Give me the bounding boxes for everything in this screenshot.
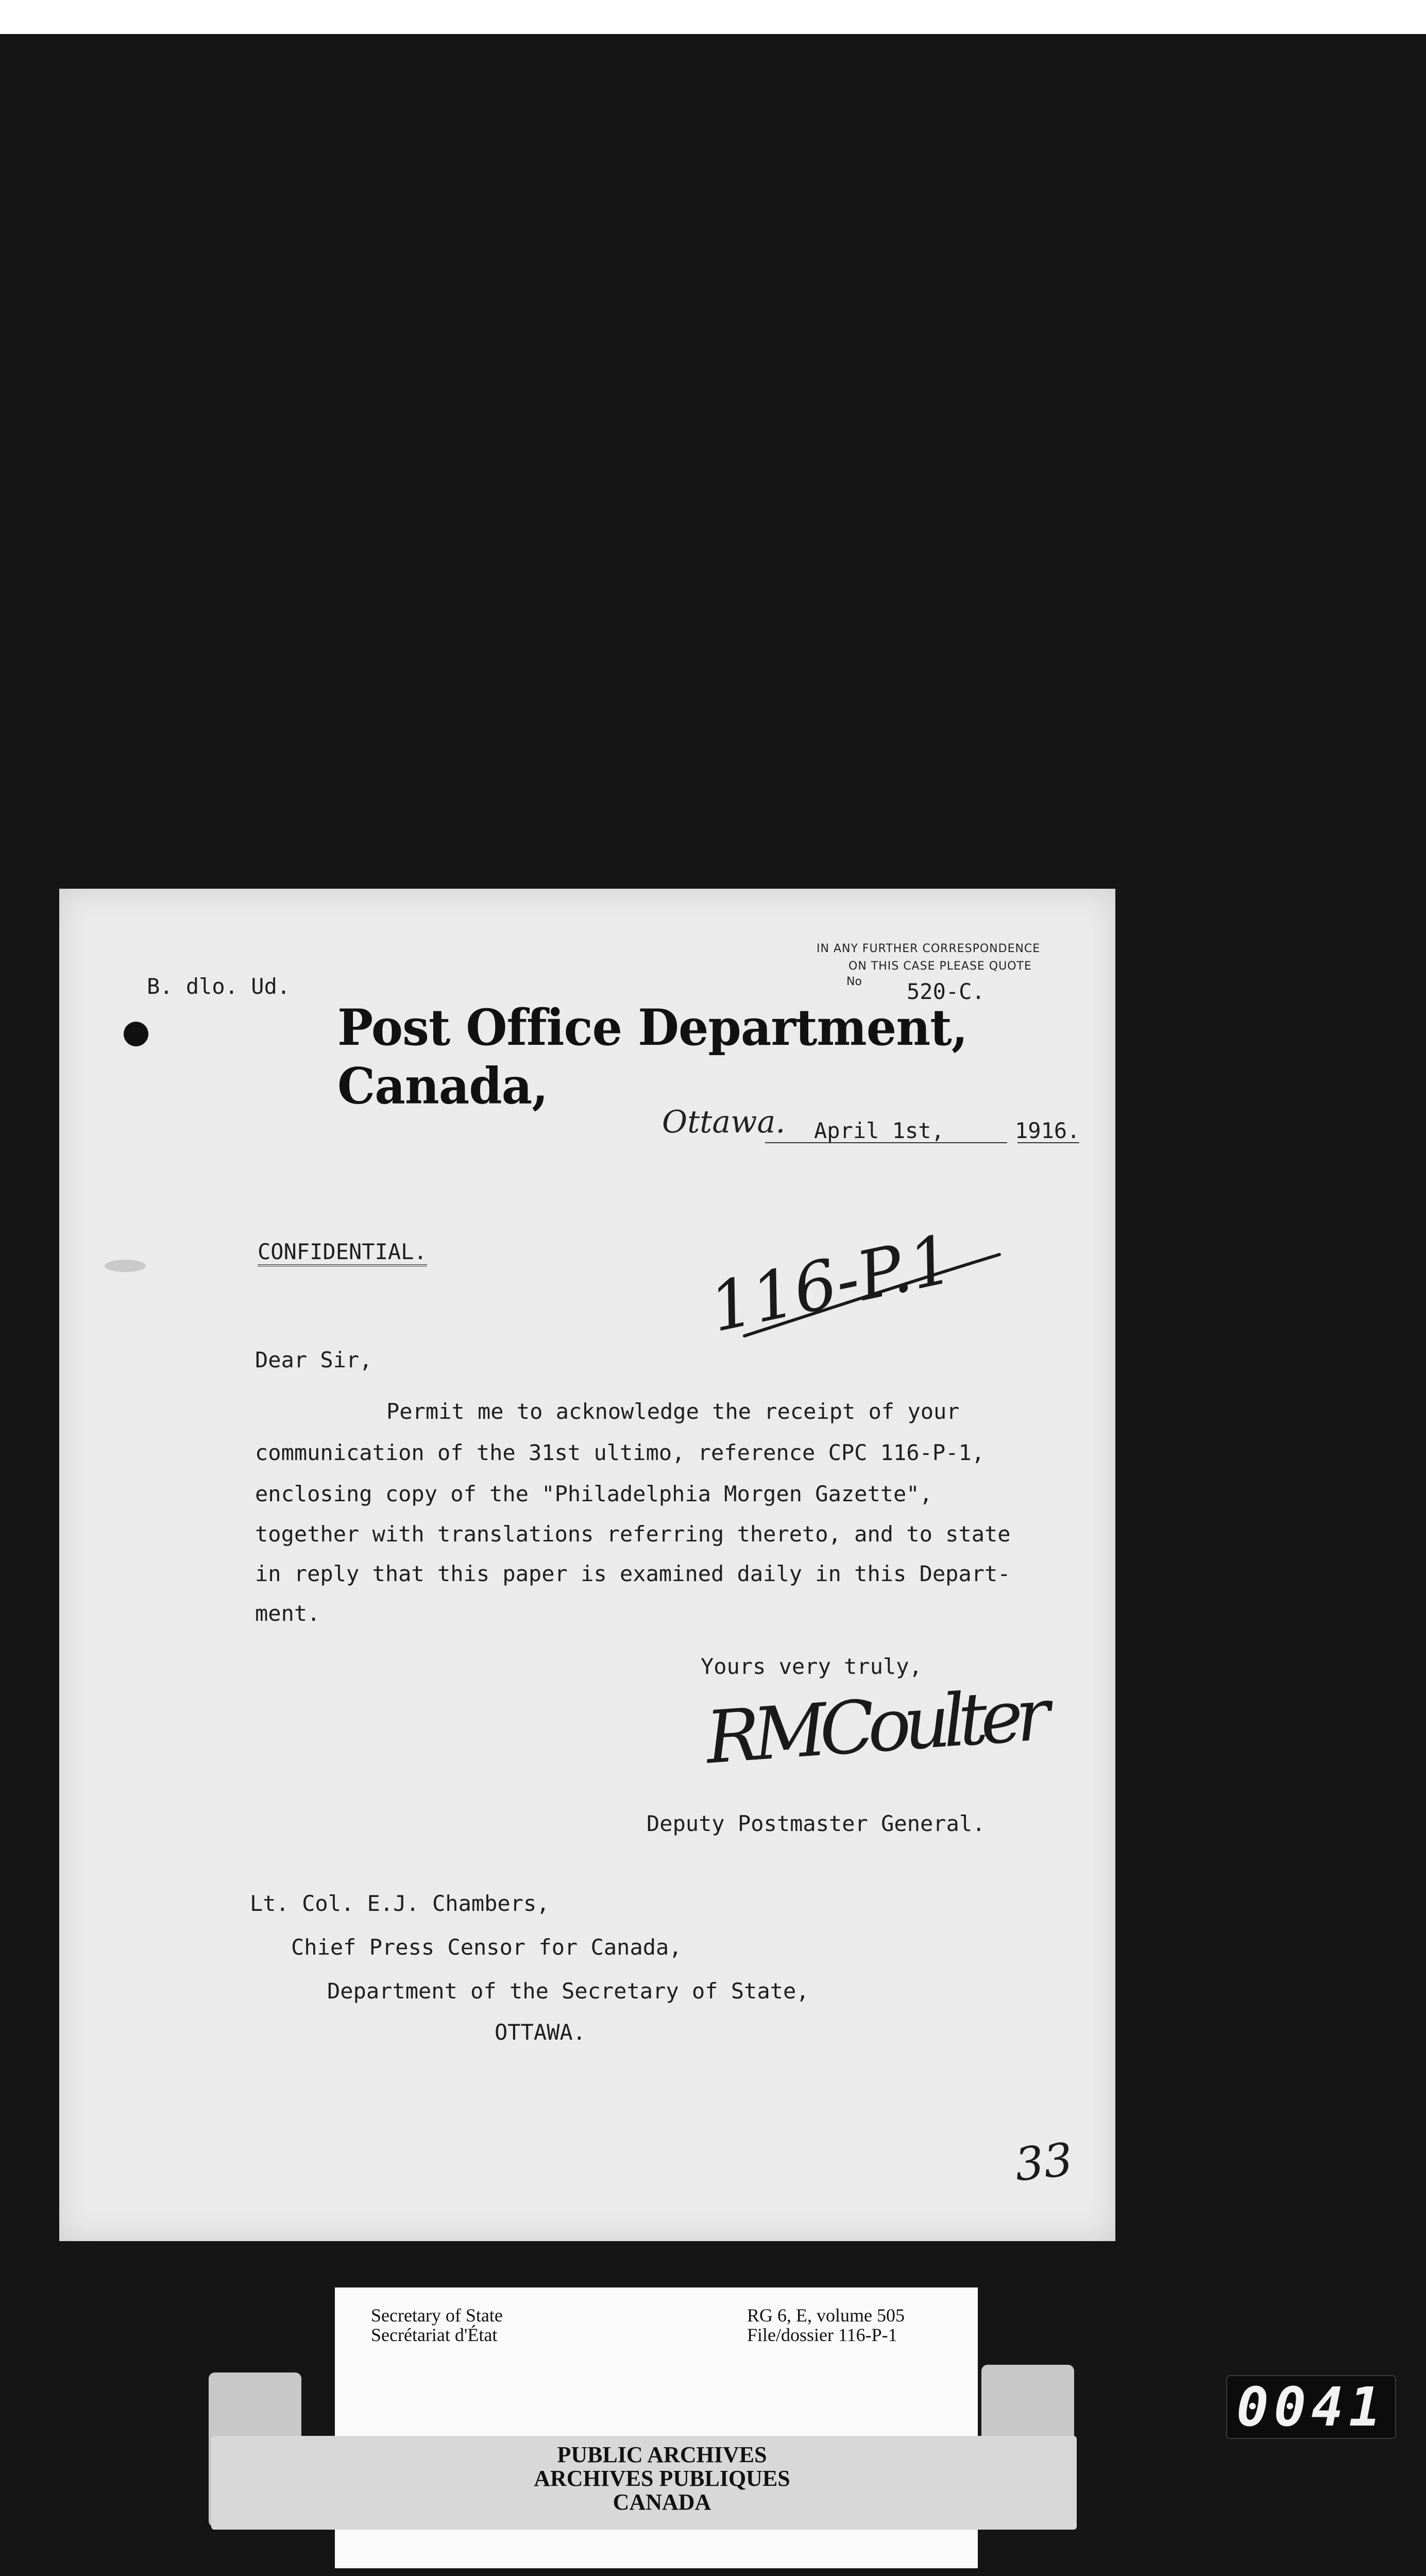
annotation-underline — [739, 1249, 1007, 1342]
body-line: in reply that this paper is examined daily in this Depart- — [255, 1561, 1011, 1586]
file-dossier: File/dossier 116-P-1 — [747, 2325, 897, 2345]
fonds-name-en: Secretary of State — [371, 2305, 503, 2326]
record-group: RG 6, E, volume 505 — [747, 2305, 905, 2326]
body-line: ment. — [255, 1601, 320, 1626]
quote-number-label: No — [846, 975, 862, 988]
city-label: Ottawa. — [662, 1104, 786, 1140]
letter-date: April 1st, — [814, 1118, 944, 1143]
paper-smudge — [105, 1260, 146, 1272]
stamp-line: ARCHIVES PUBLIQUES — [534, 2466, 790, 2491]
quote-notice-line-1: IN ANY FURTHER CORRESPONDENCE — [817, 942, 1041, 955]
quote-notice-line-2: ON THIS CASE PLEASE QUOTE — [848, 960, 1032, 973]
signer-title: Deputy Postmaster General. — [647, 1811, 986, 1836]
punch-hole — [124, 1022, 148, 1046]
body-line: together with translations referring thereto, and to state — [255, 1521, 1011, 1547]
archive-reference — [747, 2306, 905, 2345]
addressee-line: Chief Press Censor for Canada, — [291, 1935, 682, 1960]
body-line: Permit me to acknowledge the receipt of your — [386, 1399, 960, 1424]
file-annotation: 116-P.1 — [703, 1219, 960, 1347]
reference-code: B. dlo. Ud. — [147, 974, 291, 999]
quote-number: 520-C. — [907, 979, 985, 1004]
fonds-name-fr: Secrétariat d'État — [371, 2325, 498, 2345]
salutation: Dear Sir, — [255, 1347, 372, 1372]
quote-notice — [817, 940, 1040, 975]
stamp-line: CANADA — [613, 2489, 711, 2515]
letter-page — [59, 889, 1115, 2241]
letter-year: 1916. — [1015, 1118, 1080, 1143]
classification: CONFIDENTIAL. — [258, 1239, 427, 1266]
addressee-line: OTTAWA. — [495, 2020, 586, 2045]
body-line: communication of the 31st ultimo, reference CPC 116-P-1, — [255, 1440, 985, 1465]
fonds-name — [371, 2306, 503, 2345]
frame-number: 0041 — [1226, 2375, 1396, 2439]
letterhead: Post Office Department, Canada, — [337, 998, 967, 1115]
page-number: 33 — [1012, 2132, 1076, 2192]
closing: Yours very truly, — [701, 1654, 922, 1679]
body-line: enclosing copy of the "Philadelphia Morgen Gazette", — [255, 1481, 932, 1506]
addressee-line: Department of the Secretary of State, — [327, 1978, 809, 2004]
addressee-line: Lt. Col. E.J. Chambers, — [250, 1891, 550, 1916]
archives-stamp — [474, 2443, 850, 2514]
stamp-line: PUBLIC ARCHIVES — [557, 2442, 767, 2467]
signature: RMCoulter — [703, 1673, 1046, 1781]
